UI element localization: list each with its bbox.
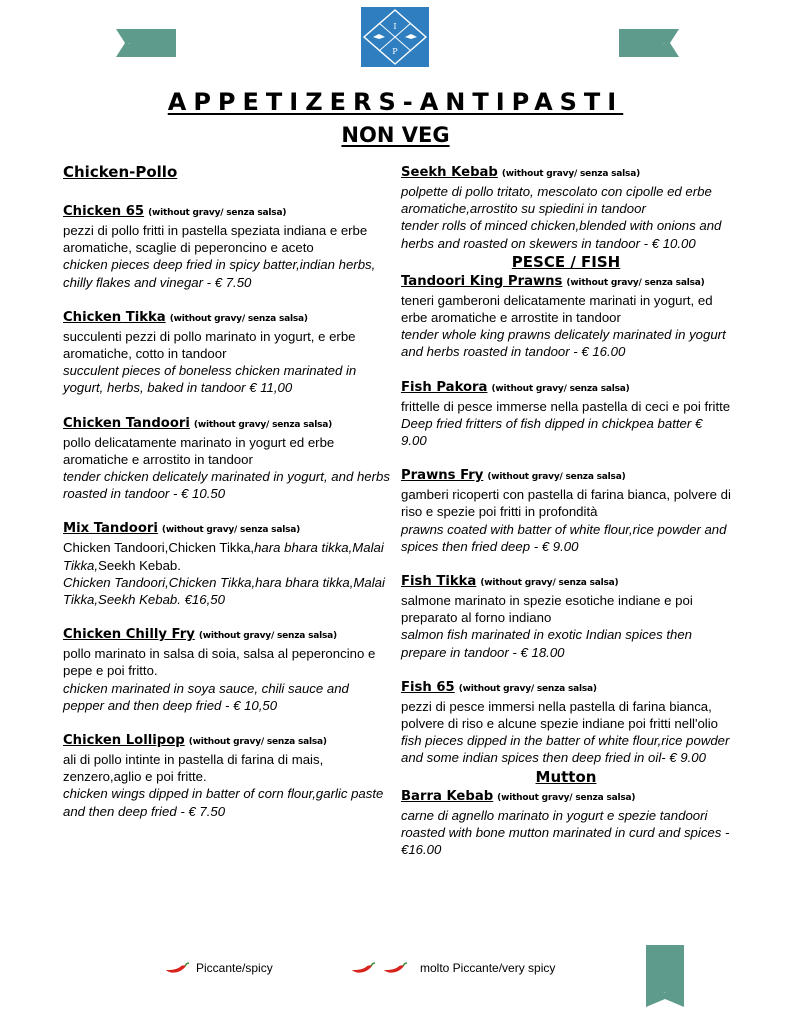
item-desc-en: tender whole king prawns delicately marinated in yogurt and herbs roasted in tandoor - € 16.00 — [401, 327, 726, 360]
item-desc-en: prawns coated with batter of white flour,rice powder and spices then fried deep - € 9.00 — [401, 521, 727, 554]
item-desc-en: chicken wings dipped in batter of corn flour,garlic paste and then deep fried - € 7.50 — [63, 786, 384, 819]
item-desc-it: succulenti pezzi di pollo marinato in yogurt, e erbe aromatiche, cotto in tandoor — [63, 328, 356, 362]
item-name: Seekh Kebab — [401, 165, 498, 180]
menu-item — [401, 678, 731, 767]
item-name: Chicken 65 — [63, 204, 145, 219]
chili-pepper-icon — [382, 961, 408, 975]
item-desc-en: carne di agnello marinato in yogurt e spezie tandoori roasted with bone mutton marinated in curd and spices - €16.00 — [401, 807, 730, 858]
menu-item — [63, 625, 393, 714]
chili-pepper-icon — [350, 961, 376, 975]
legend-spicy-label: Piccante/spicy — [196, 961, 273, 975]
item-desc-en: succulent pieces of boneless chicken marinated in yogurt, herbs, baked in tandoor € 11,00 — [63, 363, 357, 396]
section-title-mutton: Mutton — [535, 767, 597, 786]
menu-item — [63, 308, 393, 397]
item-note: (without gravy/ senza salsa) — [148, 208, 287, 218]
item-note: (without gravy/ senza salsa) — [161, 525, 301, 536]
item-name: Mix Tandoori — [63, 521, 158, 537]
item-desc-en: chicken marinated in soya sauce, chili sauce and pepper and then deep fried - € 10,50 — [63, 680, 349, 713]
bookmark-decoration — [646, 945, 684, 1007]
item-note: (without gravy/ senza salsa) — [566, 277, 705, 288]
menu-item — [63, 414, 393, 503]
menu-item — [401, 572, 731, 661]
item-name: Tandoori King Prawns — [401, 273, 563, 289]
menu-item — [63, 731, 393, 820]
item-desc-it: ali di pollo intinte in pastella di farina di mais, zenzero,aglio e poi fritte. — [63, 752, 324, 785]
item-note: (without gravy/ senza salsa) — [188, 737, 327, 748]
logo-letter-i: I — [393, 22, 397, 31]
item-note: (without gravy/ senza salsa) — [169, 313, 308, 324]
menu-item — [401, 466, 731, 555]
item-note: (without gravy/ senza salsa) — [501, 169, 640, 179]
item-desc-en: chicken pieces deep fried in spicy batter,indian herbs, chilly flakes and vinegar - € 7.50 — [63, 257, 376, 290]
item-note: (without gravy/ senza salsa) — [497, 792, 636, 803]
item-name: Fish Pakora — [401, 379, 488, 395]
svg-text:·: · — [664, 990, 666, 997]
item-name: Barra Kebab — [401, 788, 494, 804]
svg-text:·: · — [128, 41, 130, 48]
ribbon-left-decoration — [116, 29, 176, 57]
ribbon-right-decoration — [619, 29, 679, 57]
item-desc-it-end: Seekh Kebab. — [98, 557, 181, 573]
right-column — [401, 163, 731, 858]
item-name: Fish 65 — [401, 679, 455, 695]
item-desc-it: teneri gamberoni delicatamente marinati in yogurt, ed erbe aromatiche e arrostite in tandoor — [401, 292, 713, 326]
item-name: Chicken Chilly Fry — [63, 627, 195, 643]
menu-item — [63, 519, 393, 608]
item-desc-it — [63, 539, 393, 573]
item-desc-it-italic: hara bhara tikka,Malai Tikka, — [63, 540, 384, 573]
menu-item — [401, 787, 731, 859]
page-title: APPETIZERS-ANTIPASTI — [167, 88, 624, 116]
page-subtitle: NON VEG — [341, 123, 450, 147]
item-desc-it: pezzi di pollo fritti in pastella speziata indiana e erbe aromatiche, scaglie di peperoncino e aceto — [63, 223, 368, 256]
item-name: Chicken Lollipop — [63, 733, 185, 749]
item-desc-it: pezzi di pesce immersi nella pastella di farina bianca, polvere di riso e alcune spezie indiane poi fritti nell'olio — [401, 698, 719, 732]
item-note: (without gravy/ senza salsa) — [491, 383, 630, 394]
item-name: Chicken Tikka — [63, 309, 166, 325]
item-desc-en: Deep fried fritters of fish dipped in chickpea batter € 9.00 — [401, 415, 703, 449]
item-desc-en: fish pieces dipped in the batter of white flour,rice powder and some indian spices then deep fried in oil- € 9.00 — [401, 733, 730, 766]
item-note: (without gravy/ senza salsa) — [487, 472, 626, 483]
menu-item — [401, 378, 731, 450]
item-desc-it: polpette di pollo tritato, mescolato con cipolle ed erbe aromatiche,arrostito su spiedini in tandoor — [401, 184, 712, 217]
item-desc-en: salmon fish marinated in exotic Indian spices then prepare in tandoor - € 18.00 — [401, 627, 693, 660]
section-title-fish: PESCE / FISH — [511, 252, 621, 271]
item-desc-en: tender rolls of minced chicken,blended with onions and herbs and roasted on skewers in tandoor - € 10.00 — [401, 218, 722, 251]
legend-very-spicy-label: molto Piccante/very spicy — [420, 961, 556, 975]
item-name: Prawns Fry — [401, 468, 484, 484]
legend-spicy — [164, 961, 273, 975]
item-note: (without gravy/ senza salsa) — [193, 419, 333, 430]
item-desc-it: gamberi ricoperti con pastella di farina bianca, polvere di riso e spezie poi fritti in profondità — [401, 487, 731, 520]
menu-item — [63, 202, 393, 291]
left-column — [63, 163, 393, 820]
item-desc-it: pollo delicatamente marinato in yogurt ed erbe aromatiche e arrostito in tandoor — [63, 434, 335, 467]
chili-pepper-icon — [164, 961, 190, 975]
legend-very-spicy — [350, 961, 555, 975]
menu-item — [401, 163, 731, 252]
restaurant-logo — [361, 7, 429, 67]
item-desc-it: salmone marinato in spezie esotiche indiane e poi preparato al forno indiano — [401, 593, 693, 626]
item-desc-it: pollo marinato in salsa di soia, salsa al peperoncino e pepe e poi fritto. — [63, 646, 376, 679]
section-title-chicken: Chicken-Pollo — [63, 163, 178, 181]
item-desc-en: tender chicken delicately marinated in yogurt, and herbs roasted in tandoor - € 10.50 — [63, 469, 390, 502]
item-note: (without gravy/ senza salsa) — [198, 631, 337, 642]
menu-item — [401, 272, 731, 361]
item-desc-it-plain: Chicken Tandoori,Chicken Tikka, — [63, 540, 255, 556]
item-note: (without gravy/ senza salsa) — [480, 578, 619, 589]
svg-text:·: · — [663, 41, 665, 48]
item-note: (without gravy/ senza salsa) — [458, 683, 597, 694]
item-desc-it: frittelle di pesce immerse nella pastella di ceci e poi fritte — [401, 398, 731, 414]
item-desc-en: Chicken Tandoori,Chicken Tikka,hara bhara tikka,Malai Tikka,Seekh Kebab. €16,50 — [63, 574, 385, 608]
item-name: Chicken Tandoori — [63, 415, 190, 431]
logo-letter-p: P — [392, 47, 398, 56]
item-name: Fish Tikka — [401, 574, 477, 590]
